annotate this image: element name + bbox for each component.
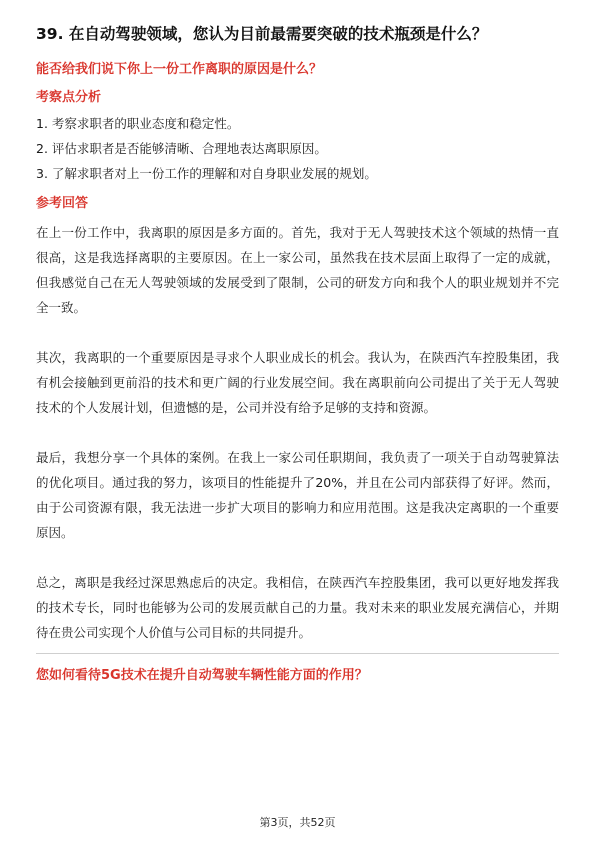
sub-question: 能否给我们说下你上一份工作离职的原因是什么？ [36,62,323,77]
answer-heading: 参考回答 [36,196,89,211]
analysis-point: 1. 考察求职者的职业态度和稳定性。 [36,116,240,131]
analysis-points [36,114,559,184]
answer-paragraph: 总之，离职是我经过深思熟虑后的决定。我相信，在陕西汽车控股集团，我可以更好地发挥我的技术专长，同时也能够为公司的发展贡献自己的力量。我对未来的职业发展充满信心，并期待在贵公司实现个人价值与公司目标的共同提升。 [36,575,559,640]
question-title: 39. 在自动驾驶领域，您认为目前最需要突破的技术瓶颈是什么？ [36,25,488,43]
page-footer: 第3页，共52页 [259,816,336,829]
analysis-heading: 考察点分析 [36,90,102,105]
answer-paragraph: 其次，我离职的一个重要原因是寻求个人职业成长的机会。我认为，在陕西汽车控股集团，我有机会接触到更前沿的技术和更广阔的行业发展空间。我在离职前向公司提出了关于无人驾驶技术的个人发展计划，但遗憾的是，公司并没有给予足够的支持和资源。 [36,350,559,415]
section-divider [36,653,559,654]
next-question: 您如何看待5G技术在提升自动驾驶车辆性能方面的作用？ [36,668,368,683]
analysis-point: 2. 评估求职者是否能够清晰、合理地表达离职原因。 [36,141,327,156]
answer-paragraph: 最后，我想分享一个具体的案例。在我上一家公司任职期间，我负责了一项关于自动驾驶算法的优化项目。通过我的努力，该项目的性能提升了20%，并且在公司内部获得了好评。然而，由于公司资源有限，我无法进一步扩大项目的影响力和应用范围。这是我决定离职的一个重要原因。 [36,450,559,540]
analysis-point: 3. 了解求职者对上一份工作的理解和对自身职业发展的规划。 [36,166,377,181]
document-page [36,22,559,686]
answer-paragraph: 在上一份工作中，我离职的原因是多方面的。首先，我对于无人驾驶技术这个领域的热情一直很高，这是我选择离职的主要原因。在上一家公司，虽然我在技术层面上取得了一定的成就，但我感觉自己在无人驾驶领域的发展受到了限制，公司的研发方向和我个人的职业规划并不完全一致。 [36,225,559,315]
